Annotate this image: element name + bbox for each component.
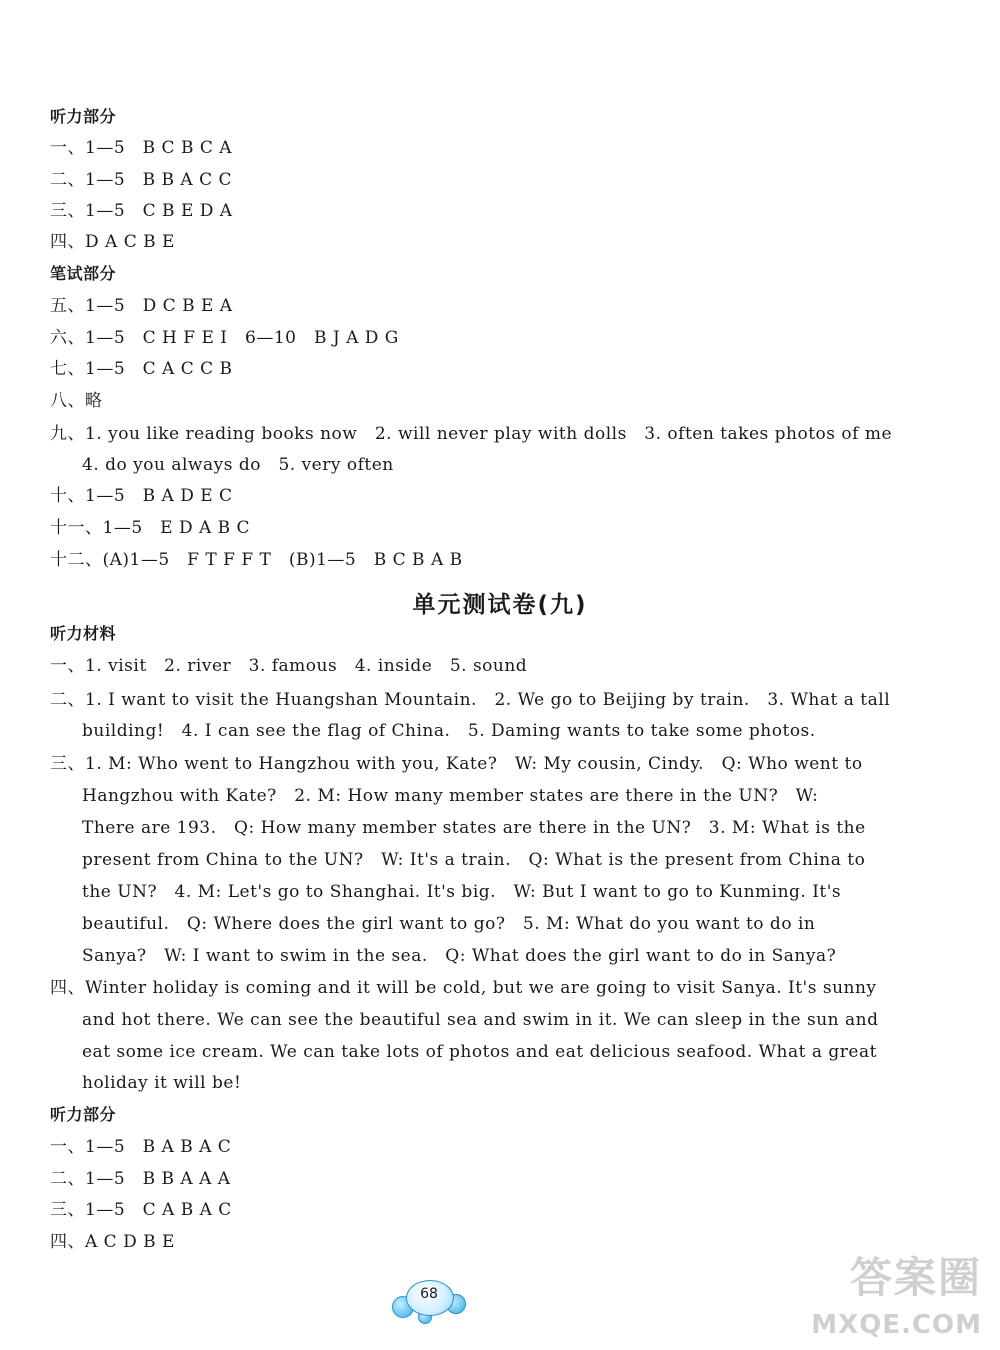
watermark-logo [807, 1245, 982, 1340]
unit-test-title: 单元测试卷(九) [412, 592, 588, 618]
answer-line: 4. do you always do 5. very often [82, 455, 394, 475]
answer-line: 八、略 [50, 391, 103, 411]
material-line: Hangzhou with Kate? 2. M: How many member states are there in the UN? W: [82, 786, 819, 806]
answer-line: 六、1—5 C H F E I 6—10 B J A D G [50, 328, 399, 348]
material-line: building! 4. I can see the flag of China. 5. Daming wants to take some photos. [82, 721, 816, 741]
answer-line: 九、1. you like reading books now 2. will never play with dolls 3. often takes photos of me [50, 424, 893, 444]
heading-listening-1: 听力部分 [50, 107, 117, 126]
material-line: holiday it will be! [82, 1073, 242, 1093]
answer-line: 一、1—5 B C B C A [50, 138, 233, 158]
material-line: the UN? 4. M: Let's go to Shanghai. It's big. W: But I want to go to Kunming. It's [82, 882, 842, 902]
heading-listening-2: 听力部分 [50, 1105, 117, 1124]
material-line: There are 193. Q: How many member states are there in the UN? 3. M: What is the [82, 818, 866, 838]
watermark-text-bottom: MXQE.COM [811, 1310, 982, 1340]
material-line: 二、1. I want to visit the Huangshan Mountain. 2. We go to Beijing by train. 3. What a tall [50, 690, 891, 710]
answer-line: 四、A C D B E [50, 1232, 175, 1252]
answer-line: 三、1—5 C B E D A [50, 201, 233, 221]
page-number: 68 [420, 1286, 438, 1302]
heading-written: 笔试部分 [50, 264, 117, 283]
answer-line: 十一、1—5 E D A B C [50, 518, 251, 538]
material-line: Sanya? W: I want to swim in the sea. Q: What does the girl want to do in Sanya? [82, 946, 837, 966]
answer-line: 一、1—5 B A B A C [50, 1137, 232, 1157]
page-number-badge [388, 1278, 472, 1328]
answer-line: 十二、(A)1—5 F T F F T (B)1—5 B C B A B [50, 550, 463, 570]
material-line: and hot there. We can see the beautiful sea and swim in it. We can sleep in the sun and [82, 1010, 879, 1030]
material-line: 三、1. M: Who went to Hangzhou with you, Kate? W: My cousin, Cindy. Q: Who went to [50, 754, 863, 774]
answer-line: 十、1—5 B A D E C [50, 486, 233, 506]
material-line: 四、Winter holiday is coming and it will be cold, but we are going to visit Sanya. It's sunny [50, 978, 877, 998]
material-line: 一、1. visit 2. river 3. famous 4. inside 5. sound [50, 656, 528, 676]
answer-line: 七、1—5 C A C C B [50, 359, 233, 379]
heading-material: 听力材料 [50, 624, 117, 643]
answer-line: 二、1—5 B B A C C [50, 170, 233, 190]
answer-line: 五、1—5 D C B E A [50, 296, 233, 316]
watermark-text-top: 答案圈 [849, 1253, 982, 1302]
material-line: eat some ice cream. We can take lots of photos and eat delicious seafood. What a great [82, 1042, 877, 1062]
material-line: present from China to the UN? W: It's a train. Q: What is the present from China to [82, 850, 866, 870]
answer-line: 四、D A C B E [50, 232, 175, 252]
answer-line: 二、1—5 B B A A A [50, 1169, 231, 1189]
answer-line: 三、1—5 C A B A C [50, 1200, 232, 1220]
material-line: beautiful. Q: Where does the girl want to go? 5. M: What do you want to do in [82, 914, 816, 934]
